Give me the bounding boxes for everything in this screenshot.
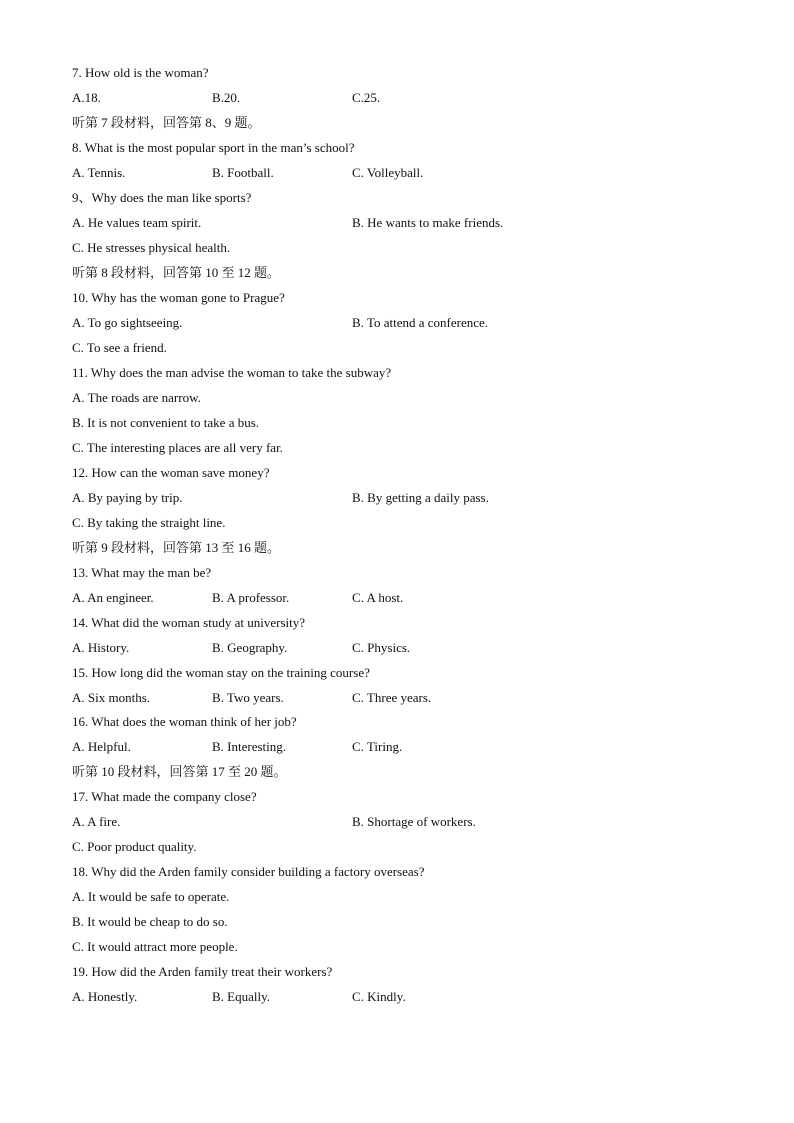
question-text: 7. How old is the woman? [72,65,209,80]
answer-option: B. To attend a conference. [352,314,489,330]
answer-option: C.25. [352,89,381,105]
answer-option: C. He stresses physical health. [72,239,231,255]
answer-option: B. Equally. [212,989,271,1005]
answer-option: C. Tiring. [352,739,403,755]
answer-option: B. Geography. [212,639,288,655]
answer-option: A. Honestly. [72,989,138,1005]
answer-option: C. Three years. [352,689,432,705]
answer-option: B. He wants to make friends. [352,214,504,230]
answer-option: A. It would be safe to operate. [72,889,230,905]
answer-option: C. Poor product quality. [72,839,197,855]
question-text: 8. What is the most popular sport in the man’s school? [72,139,355,155]
answer-option: A. To go sightseeing. [72,314,183,330]
answer-option: C. Kindly. [352,989,406,1005]
question-text: 15. How long did the woman stay on the training course? [72,664,370,680]
question-text: 16. What does the woman think of her job? [72,714,297,730]
answer-option: B. It is not convenient to take a bus. [72,414,260,430]
answer-option: A. History. [72,639,130,655]
answer-option: C. By taking the straight line. [72,514,226,530]
question-text: 17. What made the company close? [72,789,257,805]
answer-option: B. It would be cheap to do so. [72,914,228,930]
question-text: 11. Why does the man advise the woman to take the subway? [72,364,392,380]
answer-option: A. The roads are narrow. [72,389,201,405]
question-text: 12. How can the woman save money? [72,464,270,480]
answer-option: A. By paying by trip. [72,489,183,505]
answer-option: C. It would attract more people. [72,939,238,955]
answer-option: C. The interesting places are all very far. [72,439,283,455]
answer-option: A. Tennis. [72,164,126,180]
section-instruction: 听第 8 段材料，回答第 10 至 12 题。 [72,264,281,280]
question-text: 13. What may the man be? [72,564,212,580]
answer-option: A. A fire. [72,814,121,830]
answer-option: A.18. [72,89,101,105]
question-text: 10. Why has the woman gone to Prague? [72,289,285,305]
answer-option: A. An engineer. [72,589,154,605]
question-text: 19. How did the Arden family treat their workers? [72,964,333,980]
question-text: 14. What did the woman study at university? [72,614,305,630]
answer-option: C. A host. [352,589,404,605]
answer-option: B. A professor. [212,589,290,605]
answer-option: C. Volleyball. [352,164,424,180]
answer-option: A. Six months. [72,689,151,705]
answer-option: A. Helpful. [72,739,131,755]
question-text: 9、Why does the man like sports? [72,189,252,205]
answer-option: B.20. [212,89,241,105]
section-instruction: 听第 9 段材料，回答第 13 至 16 题。 [72,539,281,555]
section-instruction: 听第 7 段材料，回答第 8、9 题。 [72,114,261,130]
section-instruction: 听第 10 段材料，回答第 17 至 20 题。 [72,764,287,780]
answer-option: C. Physics. [352,639,411,655]
answer-option: B. By getting a daily pass. [352,489,489,505]
question-text: 18. Why did the Arden family consider building a factory overseas? [72,864,425,880]
answer-option: A. He values team spirit. [72,214,202,230]
answer-option: B. Two years. [212,689,284,705]
answer-option: C. To see a friend. [72,339,167,355]
answer-option: B. Football. [212,164,274,180]
answer-option: B. Shortage of workers. [352,814,476,830]
answer-option: B. Interesting. [212,739,287,755]
